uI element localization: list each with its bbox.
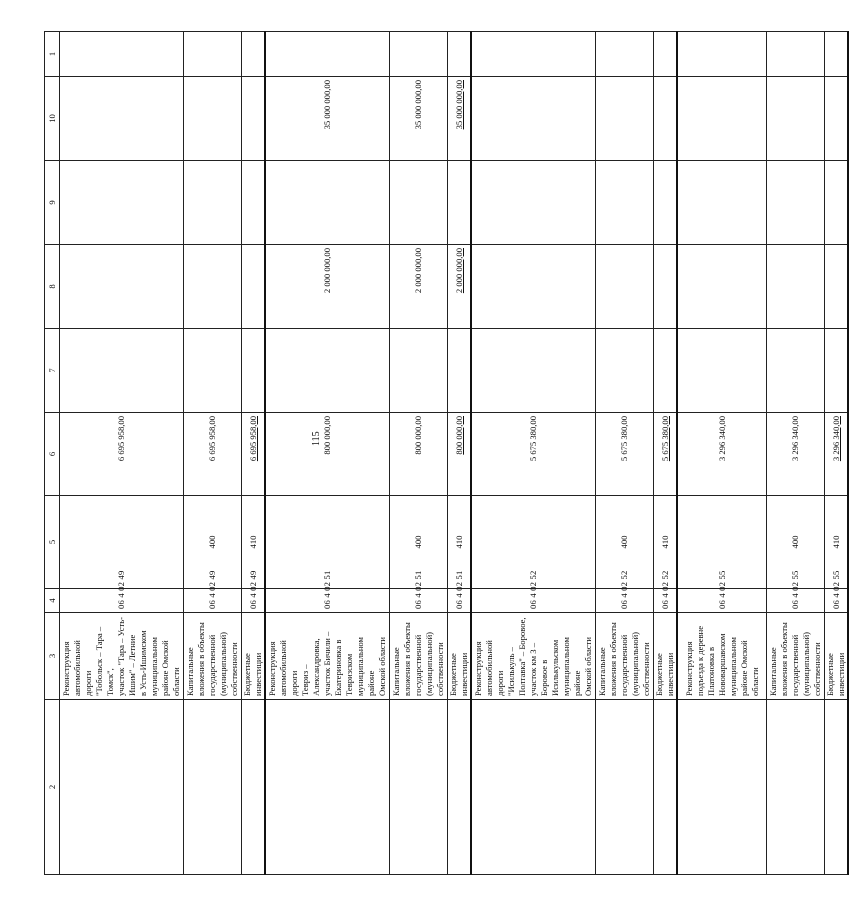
row-index-cell [184,700,242,875]
rotated-page-content [44,32,846,875]
amount-col-8-cell [265,161,390,245]
amount-col-6-cell [654,329,678,413]
amount-col-6-cell [390,329,448,413]
row-name-cell: Реконструкция автомобильной дороги "Тобольск – Тара – Томск", участок "Тара – Усть-Ишим" – Летние в Усть-Ишимском муниципальном районе Омской области [60,613,184,700]
column-number: 5 [45,496,60,589]
table-row-capital [596,32,654,875]
row-index-cell [471,700,596,875]
amount-col-9-cell: 35 000 000,00 [390,77,448,161]
amount-col-8-cell [242,161,266,245]
amount-col-8-cell [596,161,654,245]
amount-col-5-cell: 6 695 958,00 [60,413,184,496]
amount-col-5-cell: 3 296 340,00 [677,413,767,496]
amount-col-7-cell: 2 000 000,00 [448,245,472,329]
amount-col-10-cell [60,32,184,77]
row-name-cell: Реконструкция автомобильной дороги Тевриз – Александровка, участок Бичили – Екатериновка в Тевризском муниципальном районе Омской области [265,613,390,700]
row-index-cell [596,700,654,875]
table-row-budget [825,32,849,875]
amount-col-7-cell: 2 000 000,00 [390,245,448,329]
amount-col-7-cell [767,245,825,329]
amount-col-8-cell [677,161,767,245]
column-number: 10 [45,77,60,161]
amount-col-6-cell [767,329,825,413]
column-number: 4 [45,589,60,613]
row-index-cell [677,700,767,875]
amount-col-9-cell [60,77,184,161]
amount-col-9-cell [242,77,266,161]
amount-col-7-cell [471,245,596,329]
amount-col-6-cell [265,329,390,413]
amount-col-8-cell [767,161,825,245]
amount-col-8-cell [60,161,184,245]
row-name-cell: Капитальные вложения в объекты государственной (муниципальной) собственности [596,613,654,700]
amount-col-10-cell [596,32,654,77]
row-name-cell: Капитальные вложения в объекты государственной (муниципальной) собственности [767,613,825,700]
amount-col-5-cell: 3 296 340,00 [767,413,825,496]
amount-col-7-cell [242,245,266,329]
table-row-budget [242,32,266,875]
target-article-code-cell: 06 4 02 55 [825,589,849,613]
amount-col-5-cell: 6 695 958,00 [242,413,266,496]
column-number: 8 [45,245,60,329]
amount-col-7-cell [677,245,767,329]
target-article-code-cell: 06 4 02 52 [471,589,596,613]
target-article-code-cell: 06 4 02 51 [448,589,472,613]
table-row-capital [184,32,242,875]
amount-col-6-cell [60,329,184,413]
row-index-cell [825,700,849,875]
amount-col-6-cell [677,329,767,413]
amount-col-8-cell [184,161,242,245]
amount-col-10-cell [471,32,596,77]
amount-col-7-cell: 2 000 000,00 [265,245,390,329]
amount-col-10-cell [654,32,678,77]
table-row-project [265,32,390,875]
row-index-cell [390,700,448,875]
target-article-code-cell: 06 4 02 55 [767,589,825,613]
row-index-cell [242,700,266,875]
row-name-cell: Реконструкция подъезда к деревне Платоновка в Нововаршавском муниципальном районе Омской области [677,613,767,700]
row-index-cell [60,700,184,875]
expense-type-code-cell: 400 [184,496,242,589]
expense-type-code-cell: 410 [242,496,266,589]
amount-col-7-cell [60,245,184,329]
column-number: 1 [45,32,60,77]
table-row-budget [654,32,678,875]
table-row-project [471,32,596,875]
amount-col-10-cell [390,32,448,77]
amount-col-8-cell [448,161,472,245]
row-name-cell: Бюджетные инвестиции [448,613,472,700]
column-number: 7 [45,329,60,413]
amount-col-6-cell [242,329,266,413]
page-number: 115 [311,431,322,446]
amount-col-9-cell: 35 000 000,00 [448,77,472,161]
row-index-cell [448,700,472,875]
amount-col-9-cell [596,77,654,161]
amount-col-5-cell: 3 296 340,00 [825,413,849,496]
amount-col-10-cell [448,32,472,77]
amount-col-8-cell [471,161,596,245]
expense-type-code-cell: 400 [390,496,448,589]
expense-type-code-cell: 410 [654,496,678,589]
amount-col-9-cell [825,77,849,161]
amount-col-10-cell [265,32,390,77]
amount-col-10-cell [825,32,849,77]
amount-col-5-cell: 800 000,00 [265,413,390,496]
row-name-cell: Капитальные вложения в объекты государственной (муниципальной) собственности [184,613,242,700]
amount-col-10-cell [677,32,767,77]
amount-col-6-cell [448,329,472,413]
amount-col-8-cell [390,161,448,245]
target-article-code-cell: 06 4 02 51 [390,589,448,613]
row-index-cell [265,700,390,875]
amount-col-5-cell: 5 675 380,00 [654,413,678,496]
target-article-code-cell: 06 4 02 55 [677,589,767,613]
table-row-project [677,32,767,875]
amount-col-10-cell [767,32,825,77]
amount-col-10-cell [242,32,266,77]
amount-col-6-cell [596,329,654,413]
expense-type-code-cell: 410 [448,496,472,589]
amount-col-8-cell [825,161,849,245]
target-article-code-cell: 06 4 02 49 [242,589,266,613]
row-name-cell: Бюджетные инвестиции [654,613,678,700]
row-name-cell: Реконструкция автомобильной дороги "Исилькуль – Полтавка" – Боровое, участок км 3 – Боровое в Исилькульском муниципальном районе Омской области [471,613,596,700]
amount-col-9-cell [677,77,767,161]
amount-col-9-cell [767,77,825,161]
expense-type-code-cell: 400 [596,496,654,589]
amount-col-6-cell [825,329,849,413]
column-number: 2 [45,700,60,875]
target-article-code-cell: 06 4 02 52 [654,589,678,613]
amount-col-5-cell: 6 695 958,00 [184,413,242,496]
amount-col-6-cell [184,329,242,413]
amount-col-5-cell: 800 000,00 [448,413,472,496]
target-article-code-cell: 06 4 02 52 [596,589,654,613]
amount-col-6-cell [471,329,596,413]
row-index-cell [767,700,825,875]
amount-col-5-cell: 5 675 380,00 [596,413,654,496]
amount-col-7-cell [825,245,849,329]
amount-col-10-cell [184,32,242,77]
amount-col-9-cell [184,77,242,161]
target-article-code-cell: 06 4 02 51 [265,589,390,613]
expense-type-code-cell: 410 [825,496,849,589]
target-article-code-cell: 06 4 02 49 [60,589,184,613]
column-number: 9 [45,161,60,245]
target-article-code-cell: 06 4 02 49 [184,589,242,613]
amount-col-9-cell: 35 000 000,00 [265,77,390,161]
amount-col-7-cell [184,245,242,329]
row-name-cell: Бюджетные инвестиции [825,613,849,700]
column-number: 3 [45,613,60,700]
table-row-budget [448,32,472,875]
amount-col-7-cell [596,245,654,329]
column-number-header-row [45,32,60,875]
amount-col-9-cell [654,77,678,161]
amount-col-5-cell: 5 675 380,00 [471,413,596,496]
row-index-cell [654,700,678,875]
table-row-project [60,32,184,875]
expense-type-code-cell: 400 [767,496,825,589]
table-row-capital [390,32,448,875]
amount-col-8-cell [654,161,678,245]
amount-col-9-cell [471,77,596,161]
column-number: 6 [45,413,60,496]
row-name-cell: Капитальные вложения в объекты государственной (муниципальной) собственности [390,613,448,700]
row-name-cell: Бюджетные инвестиции [242,613,266,700]
budget-table [44,31,849,875]
amount-col-7-cell [654,245,678,329]
table-row-capital [767,32,825,875]
amount-col-5-cell: 800 000,00 [390,413,448,496]
